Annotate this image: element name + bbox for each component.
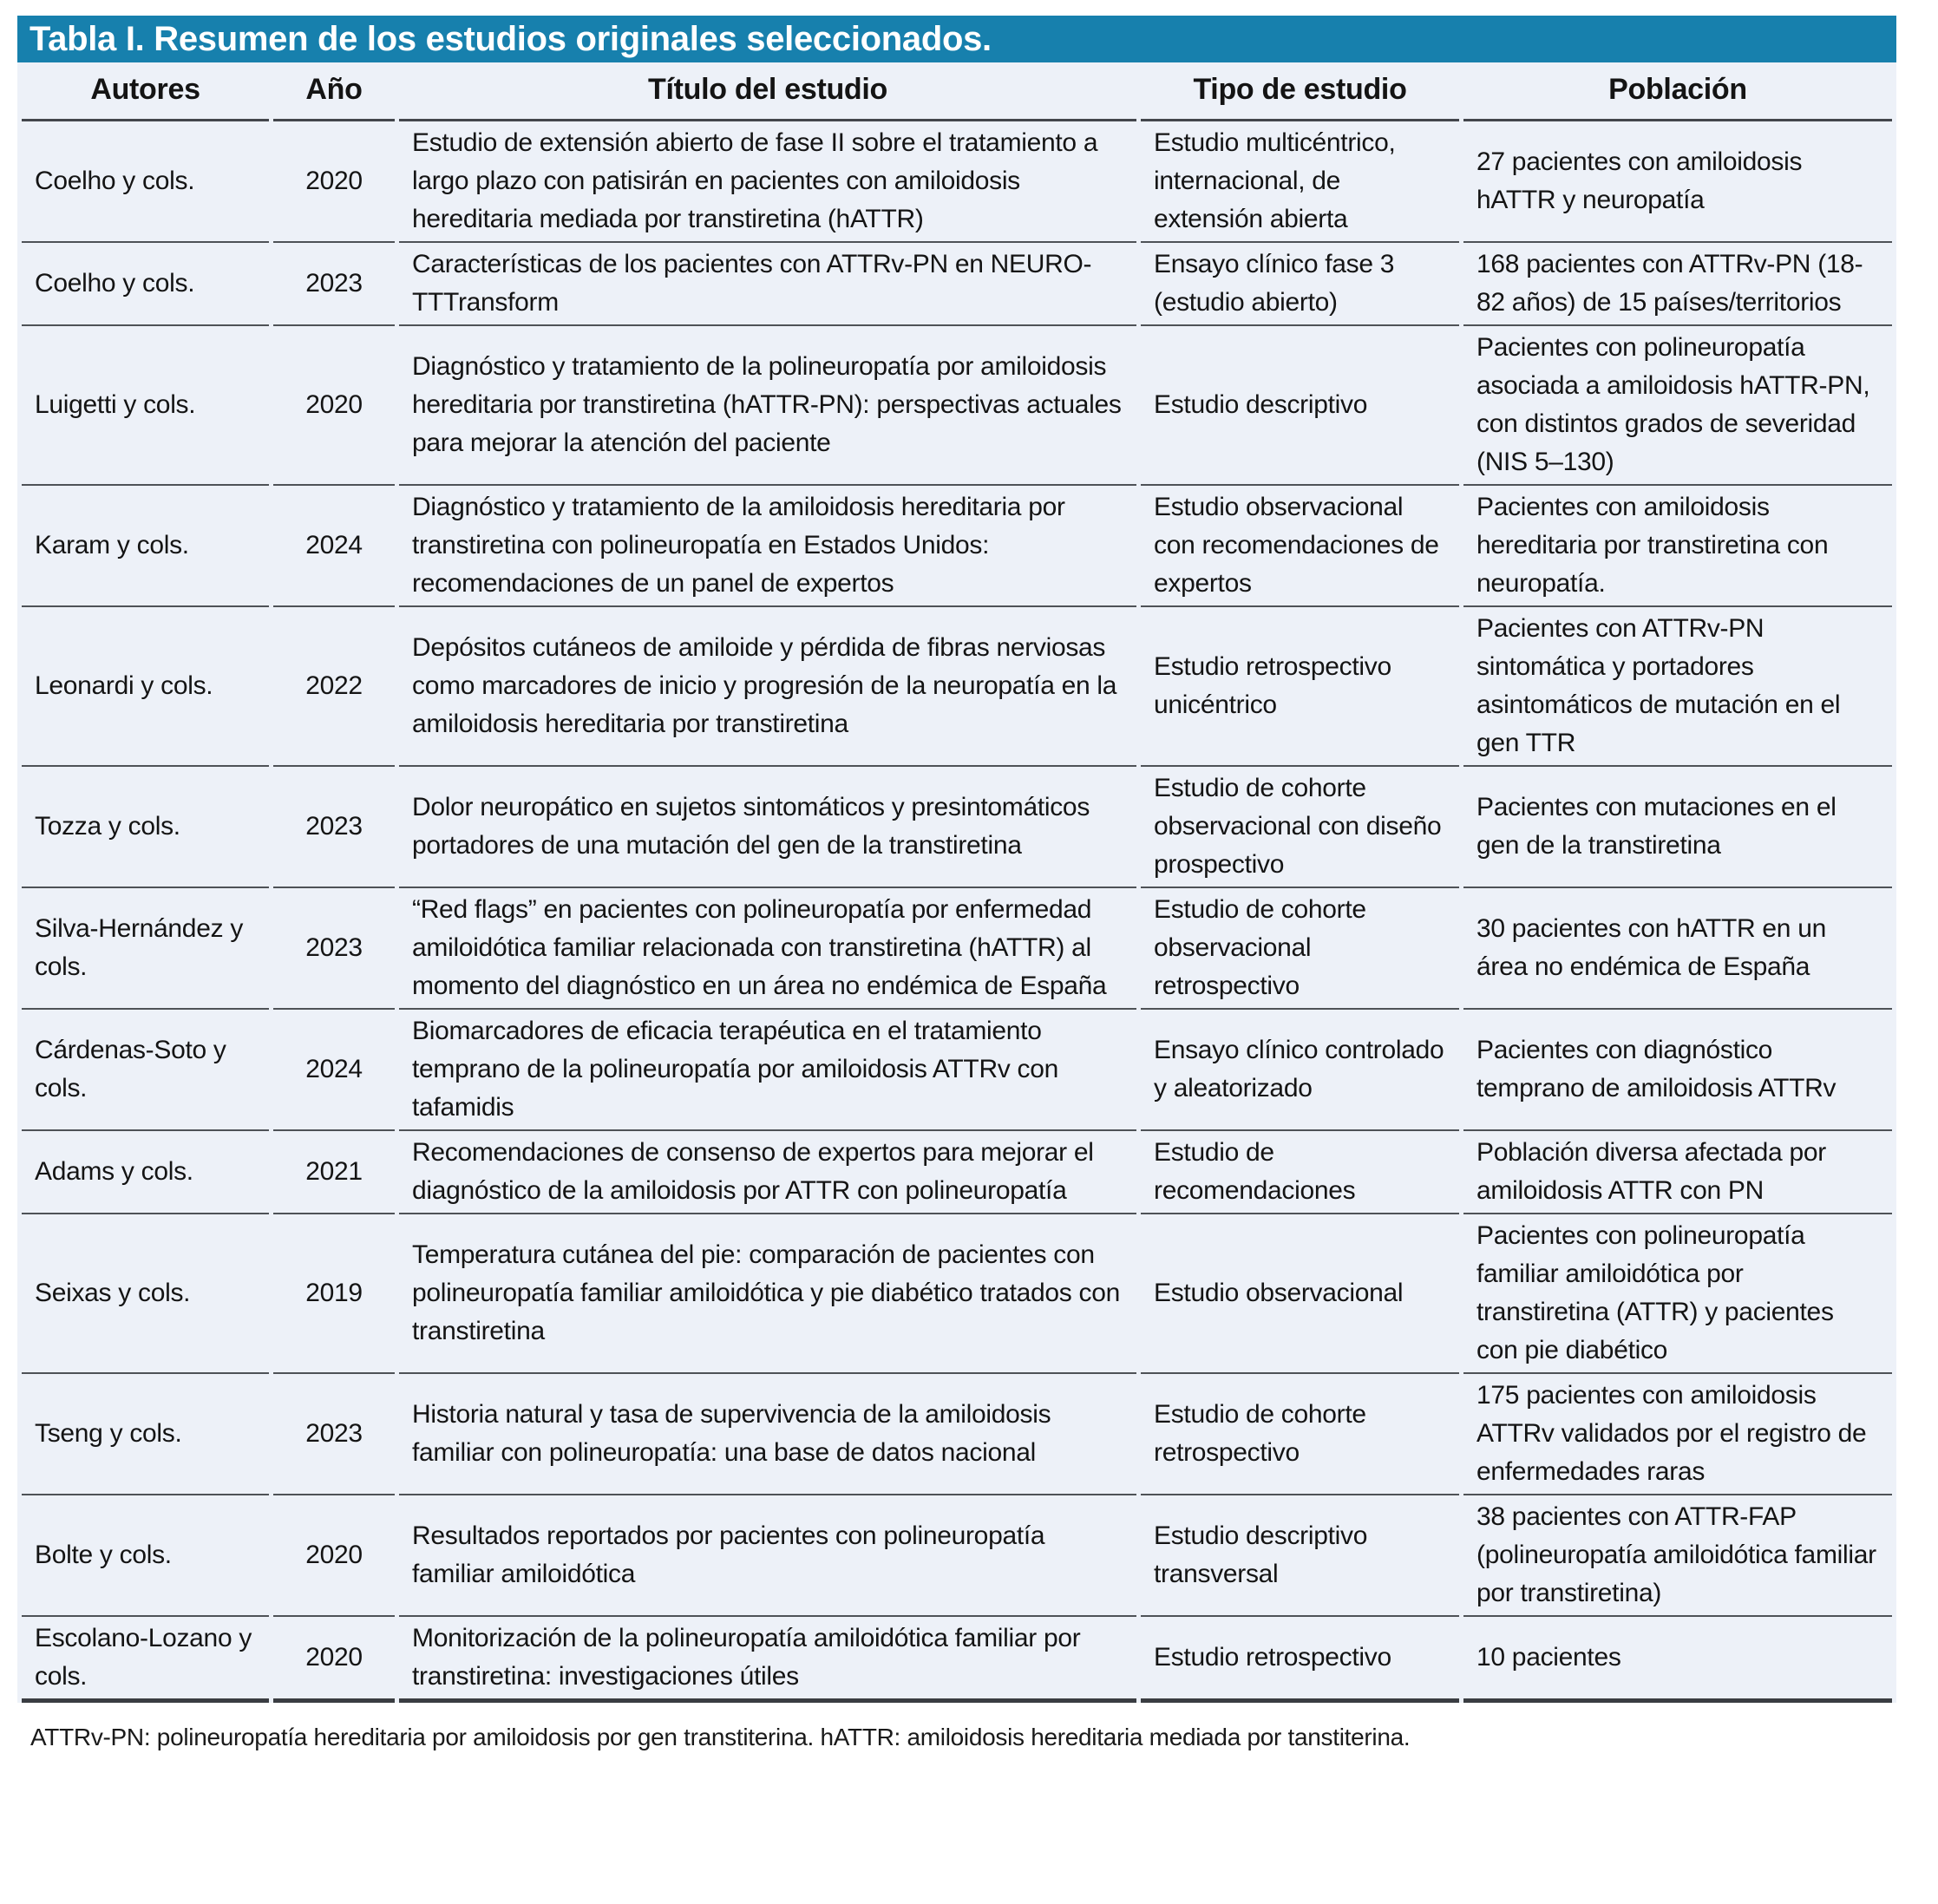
title-cell: Dolor neuropático en sujetos sintomáticos y presintomáticos portadores de una mutación del gen de la transtiretina	[399, 767, 1136, 888]
year-cell: 2024	[273, 1010, 395, 1131]
year-cell: 2023	[273, 767, 395, 888]
author-cell: Bolte y cols.	[22, 1495, 269, 1617]
title-cell: Historia natural y tasa de supervivencia de la amiloidosis familiar con polineuropatía: una base de datos nacional	[399, 1374, 1136, 1495]
study-type-cell: Estudio descriptivo transversal	[1141, 1495, 1459, 1617]
population-cell: Pacientes con diagnóstico temprano de amiloidosis ATTRv	[1463, 1010, 1892, 1131]
author-cell: Leonardi y cols.	[22, 607, 269, 767]
population-cell: 38 pacientes con ATTR-FAP (polineuropatía amiloidótica familiar por transtiretina)	[1463, 1495, 1892, 1617]
table-row	[22, 243, 1892, 326]
title-cell: Monitorización de la polineuropatía amiloidótica familiar por transtiretina: investigaciones útiles	[399, 1617, 1136, 1703]
table-row	[22, 1010, 1892, 1131]
year-cell: 2023	[273, 1374, 395, 1495]
population-cell: 168 pacientes con ATTRv-PN (18-82 años) de 15 países/territorios	[1463, 243, 1892, 326]
study-type-cell: Estudio retrospectivo unicéntrico	[1141, 607, 1459, 767]
title-cell: Recomendaciones de consenso de expertos para mejorar el diagnóstico de la amiloidosis por ATTR con polineuropatía	[399, 1131, 1136, 1214]
column-header-titulo: Título del estudio	[399, 62, 1136, 121]
header-row	[22, 62, 1892, 121]
study-type-cell: Estudio de recomendaciones	[1141, 1131, 1459, 1214]
year-cell: 2024	[273, 486, 395, 607]
study-type-cell: Estudio de cohorte observacional retrospectivo	[1141, 888, 1459, 1010]
population-cell: 175 pacientes con amiloidosis ATTRv validados por el registro de enfermedades raras	[1463, 1374, 1892, 1495]
author-cell: Tozza y cols.	[22, 767, 269, 888]
table-row	[22, 1131, 1892, 1214]
year-cell: 2019	[273, 1214, 395, 1374]
column-header-ano: Año	[273, 62, 395, 121]
table-title: Tabla I. Resumen de los estudios originales seleccionados.	[17, 16, 1896, 62]
study-type-cell: Estudio de cohorte retrospectivo	[1141, 1374, 1459, 1495]
title-cell: Depósitos cutáneos de amiloide y pérdida de fibras nerviosas como marcadores de inicio y progresión de la neuropatía en la amiloidosis hereditaria por transtiretina	[399, 607, 1136, 767]
population-cell: 10 pacientes	[1463, 1617, 1892, 1703]
title-cell: Estudio de extensión abierto de fase II sobre el tratamiento a largo plazo con patisirán en pacientes con amiloidosis hereditaria mediada por transtiretina (hATTR)	[399, 121, 1136, 243]
population-cell: Pacientes con polineuropatía familiar amiloidótica por transtiretina (ATTR) y pacientes con pie diabético	[1463, 1214, 1892, 1374]
study-type-cell: Estudio observacional con recomendaciones de expertos	[1141, 486, 1459, 607]
author-cell: Coelho y cols.	[22, 121, 269, 243]
population-cell: Pacientes con mutaciones en el gen de la transtiretina	[1463, 767, 1892, 888]
column-header-autores: Autores	[22, 62, 269, 121]
study-type-cell: Estudio observacional	[1141, 1214, 1459, 1374]
title-cell: Diagnóstico y tratamiento de la polineuropatía por amiloidosis hereditaria por transtiretina (hATTR-PN): perspectivas actuales para mejorar la atención del paciente	[399, 326, 1136, 486]
studies-table	[17, 62, 1896, 1703]
author-cell: Adams y cols.	[22, 1131, 269, 1214]
population-cell: 27 pacientes con amiloidosis hATTR y neuropatía	[1463, 121, 1892, 243]
year-cell: 2023	[273, 243, 395, 326]
author-cell: Coelho y cols.	[22, 243, 269, 326]
table-row	[22, 486, 1892, 607]
title-cell: Biomarcadores de eficacia terapéutica en el tratamiento temprano de la polineuropatía por amiloidosis ATTRv con tafamidis	[399, 1010, 1136, 1131]
year-cell: 2020	[273, 121, 395, 243]
author-cell: Karam y cols.	[22, 486, 269, 607]
column-header-tipo: Tipo de estudio	[1141, 62, 1459, 121]
table-row	[22, 1214, 1892, 1374]
table-row	[22, 121, 1892, 243]
author-cell: Tseng y cols.	[22, 1374, 269, 1495]
study-type-cell: Estudio descriptivo	[1141, 326, 1459, 486]
table-row	[22, 767, 1892, 888]
study-type-cell: Estudio retrospectivo	[1141, 1617, 1459, 1703]
year-cell: 2022	[273, 607, 395, 767]
table-row	[22, 326, 1892, 486]
year-cell: 2021	[273, 1131, 395, 1214]
footnote: ATTRv-PN: polineuropatía hereditaria por amiloidosis por gen transtiterina. hATTR: amiloidosis hereditaria mediada por tanstiterina.	[30, 1724, 1411, 1750]
table-header	[22, 62, 1892, 121]
year-cell: 2020	[273, 1617, 395, 1703]
study-type-cell: Estudio de cohorte observacional con diseño prospectivo	[1141, 767, 1459, 888]
study-type-cell: Ensayo clínico fase 3 (estudio abierto)	[1141, 243, 1459, 326]
column-header-poblacion: Población	[1463, 62, 1892, 121]
title-cell: Resultados reportados por pacientes con polineuropatía familiar amiloidótica	[399, 1495, 1136, 1617]
population-cell: Pacientes con polineuropatía asociada a amiloidosis hATTR-PN, con distintos grados de severidad (NIS 5–130)	[1463, 326, 1892, 486]
title-cell: Características de los pacientes con ATTRv-PN en NEURO-TTTransform	[399, 243, 1136, 326]
study-type-cell: Estudio multicéntrico, internacional, de extensión abierta	[1141, 121, 1459, 243]
study-type-cell: Ensayo clínico controlado y aleatorizado	[1141, 1010, 1459, 1131]
table-container	[17, 16, 1896, 1751]
title-cell: Temperatura cutánea del pie: comparación de pacientes con polineuropatía familiar amiloidótica y pie diabético tratados con transtiretina	[399, 1214, 1136, 1374]
population-cell: 30 pacientes con hATTR en un área no endémica de España	[1463, 888, 1892, 1010]
table-row	[22, 607, 1892, 767]
author-cell: Escolano-Lozano y cols.	[22, 1617, 269, 1703]
author-cell: Luigetti y cols.	[22, 326, 269, 486]
population-cell: Pacientes con amiloidosis hereditaria por transtiretina con neuropatía.	[1463, 486, 1892, 607]
year-cell: 2020	[273, 1495, 395, 1617]
table-row	[22, 1374, 1892, 1495]
population-cell: Pacientes con ATTRv-PN sintomática y portadores asintomáticos de mutación en el gen TTR	[1463, 607, 1892, 767]
year-cell: 2023	[273, 888, 395, 1010]
table-row	[22, 1617, 1892, 1703]
table-row	[22, 888, 1892, 1010]
author-cell: Cárdenas-Soto y cols.	[22, 1010, 269, 1131]
population-cell: Población diversa afectada por amiloidosis ATTR con PN	[1463, 1131, 1892, 1214]
author-cell: Silva-Hernández y cols.	[22, 888, 269, 1010]
year-cell: 2020	[273, 326, 395, 486]
table-body	[22, 121, 1892, 1703]
title-cell: Diagnóstico y tratamiento de la amiloidosis hereditaria por transtiretina con polineuropatía en Estados Unidos: recomendaciones de un panel de expertos	[399, 486, 1136, 607]
author-cell: Seixas y cols.	[22, 1214, 269, 1374]
title-cell: “Red flags” en pacientes con polineuropatía por enfermedad amiloidótica familiar relacionada con transtiretina (hATTR) al momento del diagnóstico en un área no endémica de España	[399, 888, 1136, 1010]
table-row	[22, 1495, 1892, 1617]
